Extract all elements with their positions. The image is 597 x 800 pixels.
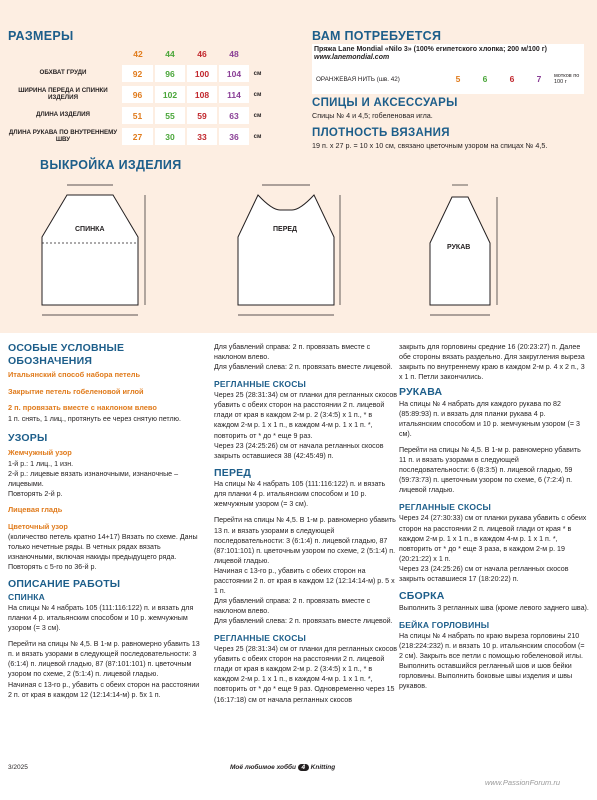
pattern-title: ВЫКРОЙКА ИЗДЕЛИЯ (40, 158, 182, 172)
col-c-text: На спицы № 4 набрать по краю выреза горловины 210 (218:224:232) п. и вязать 10 р. итальянским способом (= 2 см). Закрыть все петли с помощью гобеленовой иглы. (399, 631, 585, 660)
col-b-text: Для убавлений слева: 2 п. провязать вместе лицевой. (214, 617, 393, 626)
pattern-text: 2-й р.: лицевые вязать изнаночными, изнаночные – лицевыми. (8, 469, 179, 489)
size-unit: см (253, 133, 262, 140)
sizes-table (4, 45, 264, 145)
raglan-title: РЕГЛАННЫЕ СКОСЫ (399, 502, 492, 513)
yarn-color-name: ОРАНЖЕВАЯ НИТЬ (шв. 42) (312, 71, 442, 88)
density-title: ПЛОТНОСТЬ ВЯЗАНИЯ (312, 127, 450, 139)
need-title: ВАМ ПОТРЕБУЕТСЯ (312, 29, 442, 43)
size-cell: 51 (122, 107, 154, 124)
size-cell: 108 (186, 86, 218, 103)
yarn-text: Пряжа Lane Mondial «Nilo 3» (100% египетского хлопка; 200 м/100 г) (314, 46, 547, 53)
sleeves-title: РУКАВА (399, 386, 443, 399)
size-row-label: ДЛИНА ИЗДЕЛИЯ (36, 111, 90, 119)
issue-number: 3/2025 (8, 764, 28, 771)
yarn-qty: 6 (475, 71, 495, 88)
col-c-text: Через 23 (24:25:26) см от начала регланных скосов закрыть оставшиеся 17 (18:20:22) п. (399, 564, 569, 583)
patterns-title: УЗОРЫ (8, 431, 48, 444)
back-title: СПИНКА (8, 592, 46, 603)
sizes-title: РАЗМЕРЫ (8, 29, 74, 43)
col-b-text: Через 25 (28:31:34) см от планки для регланных скосов убавить с обеих сторон на расстоянии 2 п. лицевой глади от края в каждом 2-м р. 2 (3:4:5) х 1 п., * в каждом 2-м р. 1 х 1 п., в каждом 4-м р. 1 х 1 п. *, повторить от * до * еще 9 раз. Одновременно через 15 (16:17:18) см от начала регланных скосов (214, 645, 398, 704)
pattern-text: Повторять 2-й р. (8, 490, 63, 499)
size-cell: 114 (218, 86, 250, 103)
size-col: 48 (229, 48, 239, 59)
size-cell: 96 (122, 86, 154, 103)
sleeve-label: РУКАВ (447, 244, 471, 251)
spokes-title: СПИЦЫ И АКСЕССУАРЫ (312, 97, 458, 109)
pattern-sub: Лицевая гладь (8, 505, 63, 515)
size-col: 44 (165, 48, 175, 59)
assembly-title: СБОРКА (399, 589, 445, 602)
page-number-badge: 4 (298, 764, 309, 771)
col-c-text: закрыть для горловины средние 16 (20:23:27) п. Далее обе стороны вязать раздельно. Для закругления выреза закрыть по внутреннему краю в каждом 2-м р. 4 х 2 п., 3 х 1 п. Петли закончились. (399, 343, 585, 382)
size-cell: 92 (122, 65, 154, 82)
pattern-sub: Цветочный узор (8, 521, 68, 531)
size-cell: 33 (186, 128, 218, 145)
yarn-site: www.lanemondial.com (314, 54, 390, 62)
column-a (8, 342, 203, 700)
col-b-text: Перейти на спицы № 4,5. В 1-м р. равномерно убавить 13 п. и вязать узорами в следующей последовательности: 3 (6:1:4) п. лицевой гладью, 87 (87:101:101) п. цветочным узором по схеме, 2 (5:1:4) п. лицевой гладью. (214, 516, 396, 565)
col-b-text: Для убавлений справа: 2 п. провязать вместе с наклоном влево. (214, 596, 371, 616)
neckband-title: БЕЙКА ГОРЛОВИНЫ (399, 619, 490, 630)
size-unit: см (253, 91, 262, 98)
col-b-text: Для убавлений слева: 2 п. провязать вместе лицевой. (214, 363, 393, 372)
col-c-text: Выполнить 3 регланных шва (кроме левого заднего шва). (399, 603, 589, 612)
yarn-qty: 5 (448, 71, 468, 88)
size-cell: 102 (154, 86, 186, 103)
size-cell: 30 (154, 128, 186, 145)
pattern-sub: Жемчужный узор (8, 448, 72, 458)
col-c-text: На спицы № 4 набрать для каждого рукава по 82 (85:89:93) п. и вязать для планки рукава 4 р. итальянским способом и 10 р. жемчужным узором (= 3 см). (399, 399, 580, 439)
size-row-label: ШИРИНА ПЕРЕДА И СПИНКИ ИЗДЕЛИЯ (18, 87, 108, 101)
density-text: 19 п. х 27 р. = 10 х 10 см, связано цветочным узором на спицах № 4,5. (312, 141, 548, 150)
size-col: 42 (133, 48, 143, 59)
pattern-text: 1-й р.: 1 лиц., 1 изн. (8, 459, 74, 468)
size-row-label: ДЛИНА РУКАВА ПО ВНУТРЕННЕМУ ШВУ (8, 129, 118, 143)
raglan-title: РЕГЛАННЫЕ СКОСЫ (214, 633, 307, 644)
front-shape (238, 195, 334, 305)
size-cell: 27 (122, 128, 154, 145)
col-b-text: Для убавлений справа: 2 п. провязать вместе с наклоном влево. (214, 343, 371, 362)
column-c (399, 342, 589, 691)
work-title: ОПИСАНИЕ РАБОТЫ (8, 578, 121, 591)
col-c-text: Выполнить оставшийся регланный шов и шов бейки горловины. Выполнить боковые швы изделия и швы рукавов. (399, 661, 573, 690)
size-row-label: ОБХВАТ ГРУДИ (39, 69, 87, 77)
legend-sub: Закрытие петель гобеленовой иглой (8, 386, 144, 396)
column-b (214, 342, 399, 705)
watermark: www.PassionForum.ru (485, 778, 561, 787)
back-text: Начиная с 13-го р., убавить с обеих сторон на расстоянии 2 п. от края в каждом 12 (12:14:14-м) р. 5х 1 п. (8, 680, 200, 699)
size-col: 46 (197, 48, 207, 59)
size-cell: 59 (186, 107, 218, 124)
yarn-unit: мотков по 100 г (554, 73, 580, 86)
col-b-text: Через 23 (24:25:26) см от начала регланных скосов закрыть оставшиеся 38 (42:45:49) п. (214, 441, 384, 460)
pattern-diagram (0, 175, 597, 325)
raglan-title: РЕГЛАННЫЕ СКОСЫ (214, 379, 307, 390)
size-cell: 104 (218, 65, 250, 82)
col-b-text: Через 25 (28:31:34) см от планки для регланных скосов убавить с обеих сторон на расстоянии 2 п. лицевой глади от края в каждом 2-м р. 2 (3:4:5) х 1 п., * в каждом 2-м р. 1 х 1 п., в каждом 4-м р. 1 х 1 п. *, повторить от * до * еще 9 раз. (214, 391, 398, 440)
size-unit: см (253, 112, 262, 119)
yarn-color-row (312, 71, 584, 88)
back-text: На спицы № 4 набрать 105 (111:116:122) п. и вязать для планки 4 р. итальянским способом и 10 р. жемчужным узором (= 3 см). (8, 604, 194, 633)
legend-title: ОСОБЫЕ УСЛОВНЫЕ ОБОЗНАЧЕНИЯ (8, 342, 125, 367)
size-cell: 100 (186, 65, 218, 82)
pattern-text: (количество петель кратно 14+17) Вязать по схеме. Даны только нечетные ряды. В четных рядах вязать изнаночными, включая накиды предыдущего ряда. Повторять с 5-го по 36-й р. (8, 533, 198, 572)
yarn-qty: 7 (529, 71, 549, 88)
magazine-name (230, 764, 335, 771)
back-shape (42, 195, 138, 305)
col-c-text: Через 24 (27:30:33) см от планки рукава убавить с обеих сторон на расстоянии 2 п. лицевой глади от края * в каждом 2-м р. 1 х 1 п., в каждом 4-м р. 1 х 1 п. *, повторить от * до * еще 3 раза, в каждом 2-м р. 19 (20:21:22) х 1 п. (399, 514, 587, 563)
size-cell: 96 (154, 65, 186, 82)
col-b-text: На спицы № 4 набрать 105 (111:116:122) п. и вязать для планки 4 р. итальянским способом и 10 р. жемчужным узором (= 3 см). (214, 480, 386, 509)
col-c-text: Перейти на спицы № 4,5. В 1-м р. равномерно убавить 11 п. и вязать узорами в следующей последовательности: 6 (8:3:5) п. лицевой гладью, 59 (59:73:73) п. цветочным узором по схеме, 6 (7:2:4) п. лицевой гладью. (399, 446, 581, 495)
size-cell: 63 (218, 107, 250, 124)
front-label: ПЕРЕД (273, 226, 298, 233)
magazine-title: Моё любимое хобби (230, 764, 297, 771)
col-b-text: Начиная с 13-го р., убавить с обеих сторон на расстоянии 2 п. от края в каждом 12 (12:14:14-м) р. 5 х 1 п. (214, 566, 395, 595)
legend-sub: Итальянский способ набора петель (8, 370, 141, 380)
spokes-text: Спицы № 4 и 4,5; гобеленовая игла. (312, 111, 433, 120)
magazine-subtitle: Knitting (310, 764, 336, 771)
size-cell: 36 (218, 128, 250, 145)
yarn-qty: 6 (502, 71, 522, 88)
size-cell: 55 (154, 107, 186, 124)
back-label: СПИНКА (75, 226, 105, 233)
back-text: Перейти на спицы № 4,5. В 1-м р. равномерно убавить 13 п. и вязать узорами в следующей последовательности: 3 (6:1:4) п. лицевой гладью, 87 (87:101:101) п. цветочным узором по схеме, 2 (5:1:4) п. лицевой гладью. (8, 640, 200, 679)
front-title: ПЕРЕД (214, 466, 252, 479)
size-unit: см (253, 70, 262, 77)
legend-sub: 2 п. провязать вместе с наклоном влево (8, 403, 157, 413)
legend-text: 1 п. снять, 1 лиц., протянуть ее через снятую петлю. (8, 414, 181, 423)
